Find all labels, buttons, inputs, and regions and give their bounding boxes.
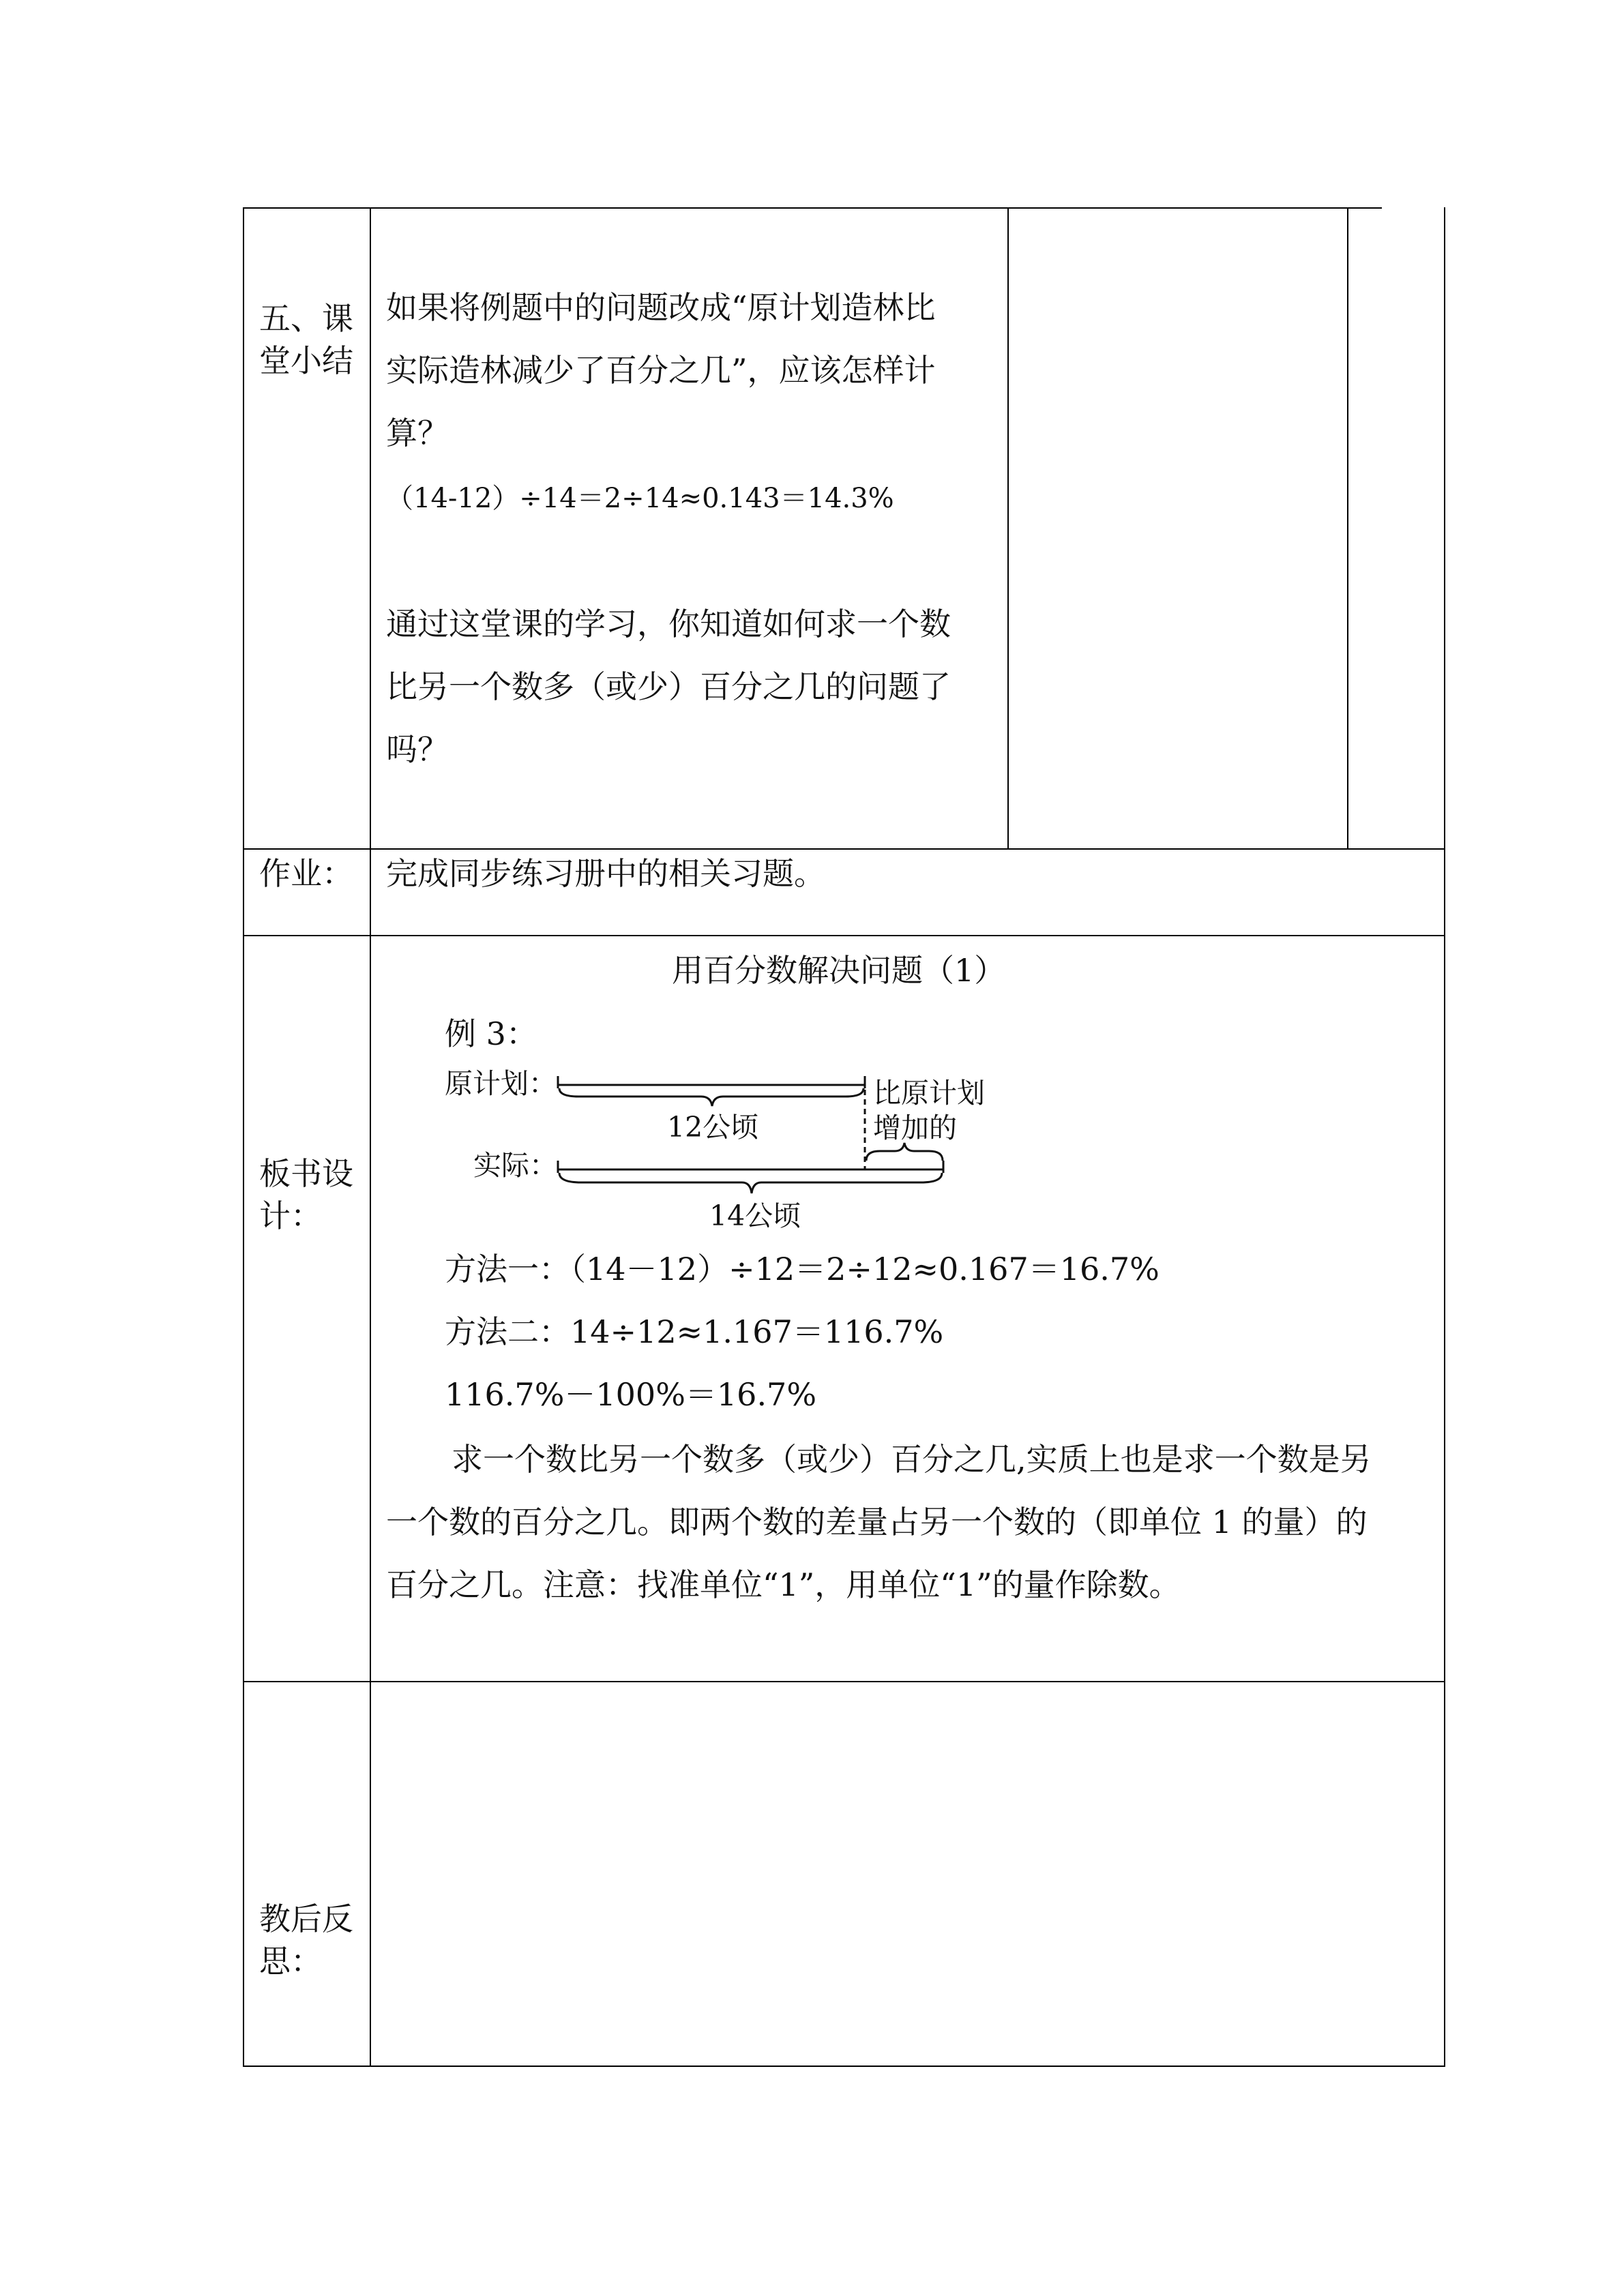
summary-calculation: （14-12）÷14＝2÷14≈0.143＝14.3% [386, 483, 894, 514]
actual-brace [559, 1173, 942, 1193]
conclusion-line-2: 一个数的百分之几。即两个数的差量占另一个数的（即单位 1 的量）的 [386, 1504, 1368, 1540]
method-one: 方法一：（14－12）÷12＝2÷12≈0.167＝16.7% [445, 1251, 1160, 1287]
summary-line-3: 算？ [386, 415, 449, 451]
homework-label: 作业： [259, 855, 353, 892]
summary-line-2: 实际造林减少了百分之几”，应该怎样计 [386, 352, 936, 389]
board-title: 用百分数解决问题（1） [672, 952, 1006, 989]
method-two: 方法二：14÷12≈1.167＝116.7% [445, 1313, 944, 1350]
method-two-step: 116.7%－100%＝16.7% [445, 1376, 817, 1413]
conclusion-line-3: 百分之几。注意：找准单位“1”，用单位“1”的量作除数。 [386, 1566, 1181, 1603]
diagram-increase-line2: 增加的 [873, 1112, 957, 1144]
diagram-actual-label: 实际： [473, 1149, 557, 1182]
homework-text: 完成同步练习册中的相关习题。 [386, 855, 825, 892]
conclusion-line-1: 求一个数比另一个数多（或少）百分之几,实质上也是求一个数是另 [452, 1441, 1372, 1478]
board-example: 例 3： [445, 1015, 537, 1052]
summary-line-7: 吗？ [386, 731, 449, 768]
summary-label: 五、课堂小结 [259, 300, 353, 379]
diagram-plan-value: 12公顷 [667, 1111, 759, 1144]
diagram-plan-label: 原计划： [445, 1067, 557, 1100]
plan-brace [559, 1088, 863, 1106]
diagram-actual-value: 14公顷 [709, 1199, 801, 1232]
board-label: 板书设计： [259, 1155, 353, 1234]
reflection-label: 教后反思： [259, 1900, 353, 1980]
diagram-increase-line1: 比原计划 [873, 1077, 985, 1109]
summary-line-6: 比另一个数多（或少）百分之几的问题了 [386, 668, 951, 705]
increase-brace [866, 1143, 943, 1161]
summary-line-5: 通过这堂课的学习，你知道如何求一个数 [386, 606, 951, 642]
summary-line-1: 如果将例题中的问题改成“原计划造林比 [386, 289, 936, 326]
